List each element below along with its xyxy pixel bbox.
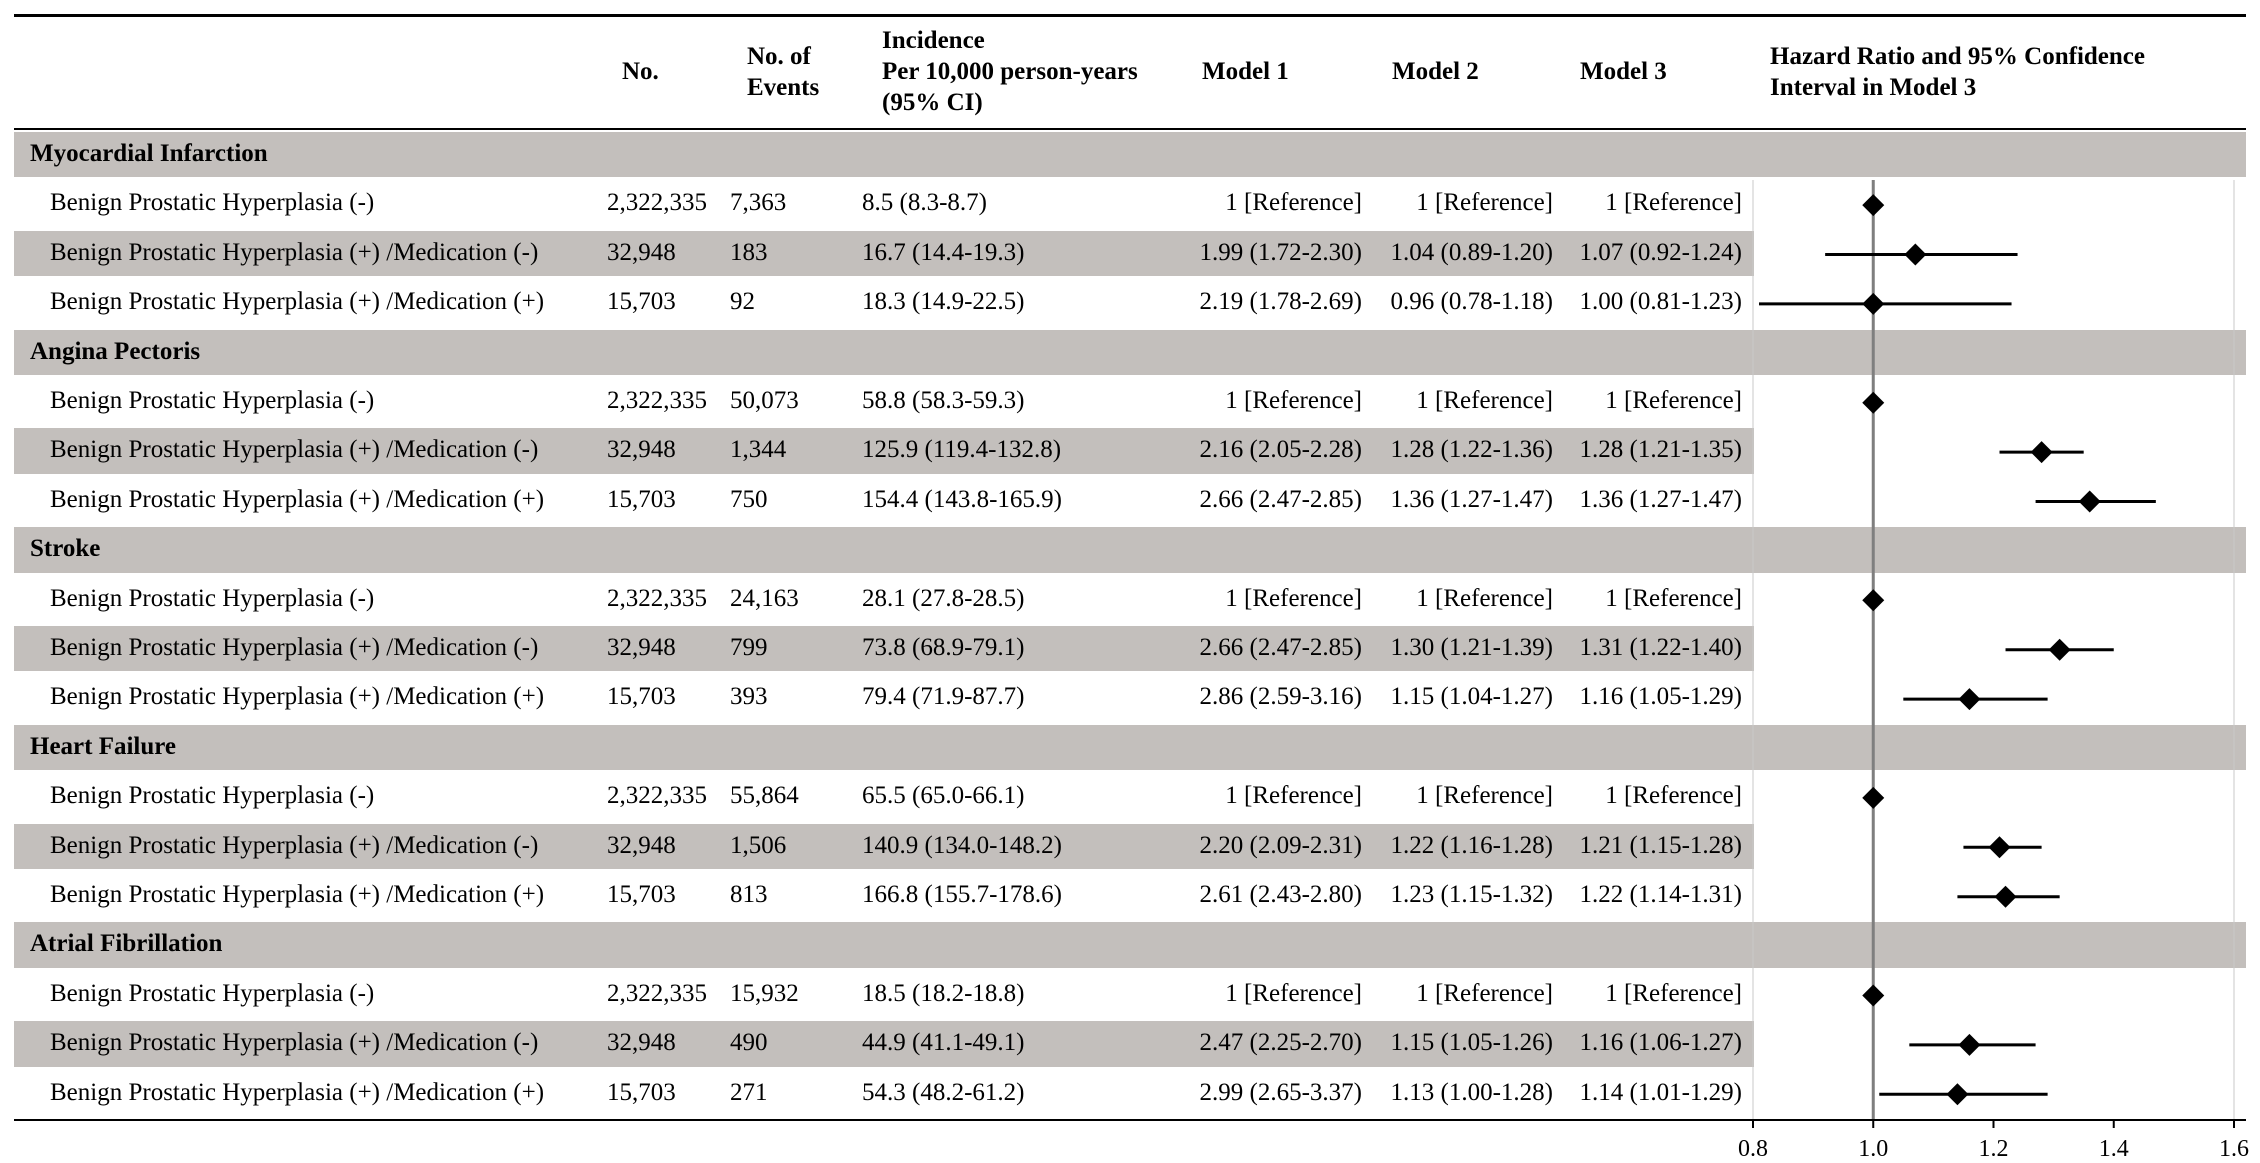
header-model1: Model 1	[1202, 58, 1289, 85]
cell-incidence: 79.4 (71.9-87.7)	[862, 683, 1025, 711]
row-label: Benign Prostatic Hyperplasia (+) /Medication (+)	[50, 881, 545, 908]
row-label: Benign Prostatic Hyperplasia (+) /Medication (+)	[50, 485, 545, 513]
cell-model3: 1.00 (0.81-1.23)	[1579, 288, 1742, 316]
cell-model2: 1.15 (1.05-1.26)	[1390, 1029, 1553, 1057]
cell-model1: 2.19 (1.78-2.69)	[1199, 288, 1362, 316]
cell-incidence: 58.8 (58.3-59.3)	[862, 387, 1025, 414]
hr-point	[1958, 1034, 1980, 1056]
cell-model2: 1 [Reference]	[1416, 979, 1553, 1007]
cell-incidence: 8.5 (8.3-8.7)	[862, 189, 987, 217]
cell-incidence: 18.3 (14.9-22.5)	[862, 288, 1025, 316]
x-tick-label: 1.6	[2219, 1136, 2249, 1162]
hr-point	[1995, 886, 2017, 908]
header-events-line1: No. of	[747, 43, 811, 70]
row-label: Benign Prostatic Hyperplasia (+) /Medication (-)	[50, 436, 539, 464]
cell-events: 799	[730, 634, 768, 661]
row-label: Benign Prostatic Hyperplasia (+) /Medication (-)	[50, 634, 539, 661]
cell-model1: 2.20 (2.09-2.31)	[1199, 831, 1362, 859]
cell-model2: 1.36 (1.27-1.47)	[1390, 485, 1553, 513]
cell-model2: 1.28 (1.22-1.36)	[1390, 436, 1553, 464]
cell-model3: 1.16 (1.05-1.29)	[1579, 683, 1742, 711]
cell-no: 32,948	[607, 238, 676, 266]
cell-model1: 2.61 (2.43-2.80)	[1199, 881, 1362, 908]
cell-model1: 2.86 (2.59-3.16)	[1199, 683, 1362, 711]
cell-model2: 1.13 (1.00-1.28)	[1390, 1078, 1553, 1106]
cell-events: 50,073	[730, 387, 799, 414]
cell-events: 55,864	[730, 782, 799, 810]
cell-events: 490	[730, 1029, 768, 1057]
cell-incidence: 166.8 (155.7-178.6)	[862, 881, 1062, 908]
cell-model2: 1.15 (1.04-1.27)	[1390, 683, 1553, 711]
row-label: Benign Prostatic Hyperplasia (+) /Medication (+)	[50, 683, 545, 711]
cell-model2: 1 [Reference]	[1416, 584, 1553, 612]
cell-model1: 1 [Reference]	[1225, 782, 1362, 810]
cell-model3: 1.14 (1.01-1.29)	[1579, 1078, 1742, 1106]
cell-incidence: 28.1 (27.8-28.5)	[862, 584, 1025, 612]
row-label: Benign Prostatic Hyperplasia (+) /Medication (-)	[50, 238, 539, 266]
cell-incidence: 54.3 (48.2-61.2)	[862, 1078, 1025, 1106]
x-tick-label: 0.8	[1738, 1136, 1768, 1162]
cell-model2: 0.96 (0.78-1.18)	[1390, 288, 1553, 316]
section-title: Myocardial Infarction	[30, 140, 268, 167]
cell-model3: 1 [Reference]	[1605, 979, 1742, 1007]
cell-no: 32,948	[607, 831, 676, 859]
cell-model2: 1.30 (1.21-1.39)	[1390, 634, 1553, 661]
cell-incidence: 140.9 (134.0-148.2)	[862, 831, 1062, 859]
x-tick-label: 1.2	[1978, 1136, 2009, 1162]
cell-events: 1,344	[730, 436, 787, 464]
header-forest-line2: Interval in Model 3	[1770, 74, 1977, 101]
cell-incidence: 154.4 (143.8-165.9)	[862, 485, 1062, 513]
hr-point	[2031, 441, 2053, 463]
cell-model1: 2.99 (2.65-3.37)	[1199, 1078, 1362, 1106]
hr-point	[2079, 491, 2101, 513]
cell-no: 32,948	[607, 1029, 676, 1057]
header-model3: Model 3	[1580, 58, 1667, 85]
cell-model1: 1 [Reference]	[1225, 584, 1362, 612]
cell-incidence: 18.5 (18.2-18.8)	[862, 979, 1025, 1007]
cell-model2: 1.23 (1.15-1.32)	[1390, 881, 1553, 908]
cell-model1: 1.99 (1.72-2.30)	[1199, 238, 1362, 266]
section-title: Stroke	[30, 535, 101, 563]
hr-point	[1862, 787, 1884, 809]
cell-model3: 1 [Reference]	[1605, 782, 1742, 810]
hr-point	[1958, 688, 1980, 710]
row-label: Benign Prostatic Hyperplasia (+) /Medication (-)	[50, 831, 539, 859]
cell-model1: 2.47 (2.25-2.70)	[1199, 1029, 1362, 1057]
row-label: Benign Prostatic Hyperplasia (-)	[50, 782, 375, 810]
hr-point	[1989, 836, 2011, 858]
cell-events: 271	[730, 1078, 768, 1106]
cell-model1: 2.66 (2.47-2.85)	[1199, 485, 1362, 513]
cell-model2: 1 [Reference]	[1416, 387, 1553, 414]
section-title: Atrial Fibrillation	[30, 930, 223, 958]
cell-events: 1,506	[730, 831, 787, 859]
cell-no: 32,948	[607, 634, 676, 661]
header-model2: Model 2	[1392, 58, 1479, 85]
row-label: Benign Prostatic Hyperplasia (+) /Medication (-)	[50, 1029, 539, 1057]
cell-events: 7,363	[730, 189, 787, 217]
cell-model2: 1 [Reference]	[1416, 782, 1553, 810]
row-label: Benign Prostatic Hyperplasia (+) /Medication (+)	[50, 1078, 545, 1106]
cell-model2: 1.22 (1.16-1.28)	[1390, 831, 1553, 859]
cell-events: 183	[730, 238, 768, 266]
cell-model1: 1 [Reference]	[1225, 979, 1362, 1007]
row-label: Benign Prostatic Hyperplasia (-)	[50, 189, 375, 217]
x-tick-label: 1.4	[2098, 1136, 2129, 1162]
cell-events: 813	[730, 881, 768, 908]
cell-events: 24,163	[730, 584, 799, 612]
cell-model1: 1 [Reference]	[1225, 387, 1362, 414]
cell-no: 2,322,335	[607, 979, 707, 1007]
cell-model3: 1.16 (1.06-1.27)	[1579, 1029, 1742, 1057]
cell-incidence: 65.5 (65.0-66.1)	[862, 782, 1025, 810]
cell-no: 2,322,335	[607, 782, 707, 810]
cell-model1: 2.66 (2.47-2.85)	[1199, 634, 1362, 661]
cell-incidence: 73.8 (68.9-79.1)	[862, 634, 1025, 661]
cell-no: 2,322,335	[607, 584, 707, 612]
cell-incidence: 44.9 (41.1-49.1)	[862, 1029, 1025, 1057]
cell-model3: 1.07 (0.92-1.24)	[1579, 238, 1742, 266]
cell-model3: 1.31 (1.22-1.40)	[1579, 634, 1742, 661]
header-incidence-line2: Per 10,000 person-years	[882, 58, 1138, 85]
hr-point	[1862, 985, 1884, 1007]
cell-model1: 2.16 (2.05-2.28)	[1199, 436, 1362, 464]
cell-incidence: 125.9 (119.4-132.8)	[862, 436, 1062, 464]
row-label: Benign Prostatic Hyperplasia (-)	[50, 387, 375, 414]
cell-events: 92	[730, 288, 755, 316]
cell-no: 15,703	[607, 683, 676, 711]
cell-events: 15,932	[730, 979, 799, 1007]
header-forest-line1: Hazard Ratio and 95% Confidence	[1770, 43, 2145, 70]
cell-incidence: 16.7 (14.4-19.3)	[862, 238, 1025, 266]
cell-no: 2,322,335	[607, 387, 707, 414]
hr-point	[2049, 639, 2071, 661]
header-events-line2: Events	[747, 74, 820, 101]
row-label: Benign Prostatic Hyperplasia (-)	[50, 979, 375, 1007]
section-title: Angina Pectoris	[30, 337, 201, 365]
cell-events: 393	[730, 683, 768, 711]
cell-no: 32,948	[607, 436, 676, 464]
cell-model2: 1.04 (0.89-1.20)	[1390, 238, 1553, 266]
cell-no: 15,703	[607, 881, 676, 908]
cell-model1: 1 [Reference]	[1225, 189, 1362, 217]
cell-model3: 1.22 (1.14-1.31)	[1579, 881, 1742, 908]
cell-no: 15,703	[607, 485, 676, 513]
header-no: No.	[622, 58, 659, 85]
hr-point	[1862, 293, 1884, 315]
cell-no: 2,322,335	[607, 189, 707, 217]
cell-model3: 1.36 (1.27-1.47)	[1579, 485, 1742, 513]
hr-point	[1904, 244, 1926, 266]
hr-point	[1862, 194, 1884, 216]
hr-point	[1862, 589, 1884, 611]
cell-events: 750	[730, 485, 768, 513]
cell-model3: 1.21 (1.15-1.28)	[1579, 831, 1742, 859]
x-tick-label: 1.0	[1858, 1136, 1889, 1162]
hr-point	[1946, 1083, 1968, 1105]
section-title: Heart Failure	[30, 732, 177, 760]
row-label: Benign Prostatic Hyperplasia (-)	[50, 584, 375, 612]
cell-model3: 1 [Reference]	[1605, 387, 1742, 414]
row-label: Benign Prostatic Hyperplasia (+) /Medication (+)	[50, 288, 545, 316]
header-incidence-line1: Incidence	[882, 27, 985, 54]
cell-model3: 1 [Reference]	[1605, 189, 1742, 217]
cell-no: 15,703	[607, 1078, 676, 1106]
hr-point	[1862, 392, 1884, 414]
cell-model2: 1 [Reference]	[1416, 189, 1553, 217]
cell-no: 15,703	[607, 288, 676, 316]
header-incidence-line3: (95% CI)	[882, 89, 983, 116]
cell-model3: 1.28 (1.21-1.35)	[1579, 436, 1742, 464]
cell-model3: 1 [Reference]	[1605, 584, 1742, 612]
